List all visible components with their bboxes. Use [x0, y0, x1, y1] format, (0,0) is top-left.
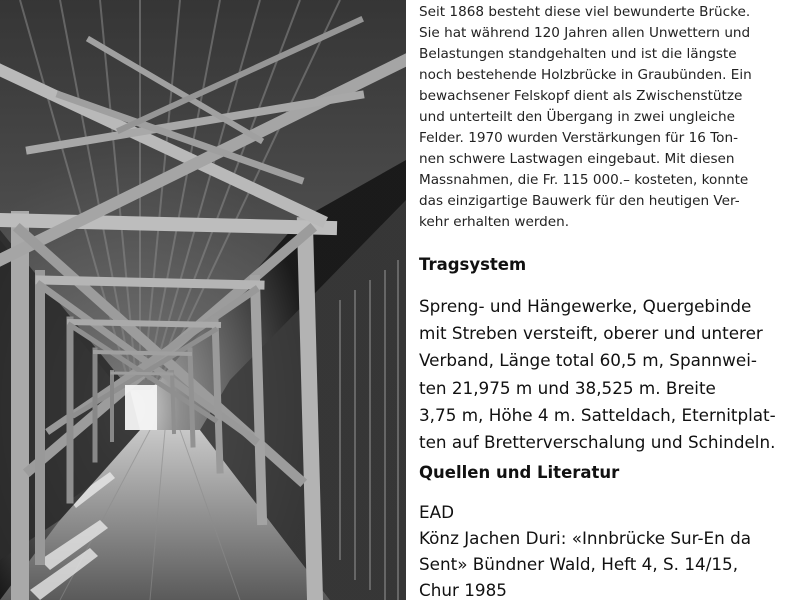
quellen-heading: Quellen und Literatur — [419, 463, 620, 482]
intro-line: das einzigartige Bauwerk für den heutigen Ver- — [419, 193, 740, 209]
quellen-line: Chur 1985 — [419, 580, 507, 600]
tragsystem-line: Spreng- und Hängewerke, Quergebinde — [419, 296, 752, 316]
tragsystem-line: ten 21,975 m und 38,525 m. Breite — [419, 377, 716, 398]
tragsystem-line: ten auf Bretterverschalung und Schindeln. — [419, 432, 776, 453]
intro-line: bewachsener Felskopf dient als Zwischenstütze — [419, 88, 743, 104]
intro-line: kehr erhalten werden. — [419, 214, 570, 230]
tragsystem-line: mit Streben versteift, oberer und unterer — [419, 323, 763, 344]
intro-line: Belastungen standgehalten und ist die längste — [419, 46, 737, 62]
quellen-line: EAD — [419, 502, 455, 522]
intro-line: nen schwere Lastwagen eingebaut. Mit diesen — [419, 151, 735, 167]
tragsystem-line: Verband, Länge total 60,5 m, Spannwei- — [419, 350, 757, 371]
quellen-line: Könz Jachen Duri: «Innbrücke Sur-En da — [419, 528, 752, 548]
quellen-paragraph — [419, 499, 793, 603]
intro-line: noch bestehende Holzbrücke in Graubünden. Ein — [419, 67, 752, 83]
tragsystem-heading: Tragsystem — [419, 255, 527, 274]
quellen-line: Sent» Bündner Wald, Heft 4, S. 14/15, — [419, 554, 739, 574]
tragsystem-paragraph — [419, 293, 793, 456]
intro-paragraph — [419, 2, 791, 233]
intro-line: Sie hat während 120 Jahren allen Unwettern und — [419, 25, 751, 41]
intro-line: Felder. 1970 wurden Verstärkungen für 16 Ton- — [419, 130, 739, 146]
intro-line: Seit 1868 besteht diese viel bewunderte Brücke. — [419, 4, 751, 20]
tragsystem-line: 3,75 m, Höhe 4 m. Satteldach, Eternitplat- — [419, 404, 776, 425]
intro-line: und unterteilt den Übergang in zwei ungleiche — [419, 109, 735, 125]
text-column — [419, 0, 793, 600]
intro-line: Massnahmen, die Fr. 115 000.– kosteten, konnte — [419, 172, 749, 188]
